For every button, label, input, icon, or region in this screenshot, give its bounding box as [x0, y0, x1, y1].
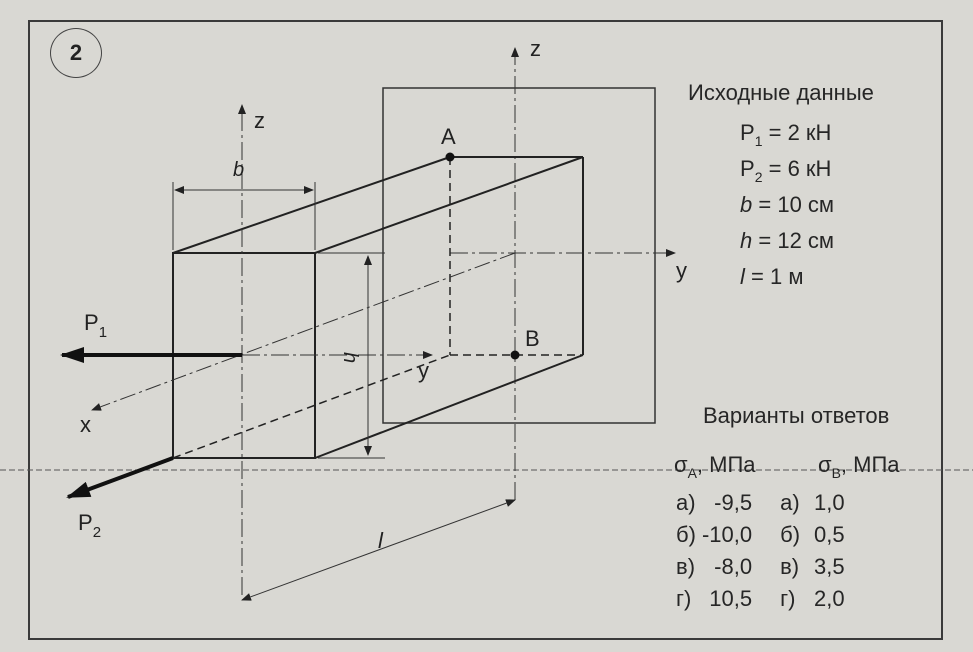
point-a: [446, 153, 455, 162]
point-b: [511, 351, 520, 360]
b-label: b: [233, 159, 245, 181]
answer-letter-a: б): [676, 522, 696, 547]
given-h: h = 12 см: [740, 228, 835, 253]
l-label: l: [378, 528, 383, 553]
h-label: h: [339, 352, 361, 364]
answer-row: [676, 490, 851, 522]
answer-letter-a: в): [676, 554, 696, 579]
a-label: A: [441, 124, 456, 149]
answer-value-b: 3,5: [814, 554, 845, 579]
answer-value-b: 2,0: [814, 586, 845, 611]
answer-value-b: 1,0: [814, 490, 845, 515]
answers-table: [676, 490, 851, 618]
y-label-back: y: [676, 258, 687, 283]
answer-letter-b: в): [780, 554, 800, 579]
answer-value-a: -9,5: [714, 490, 753, 515]
answer-letter-a: а): [676, 490, 696, 515]
p1-label: $P_1$: [84, 310, 108, 341]
p2-label: $P_2$: [78, 510, 102, 541]
answer-row: [676, 522, 851, 554]
answer-letter-b: г): [780, 586, 796, 611]
x-axis: [92, 253, 515, 410]
force-p2-arrow: [68, 458, 173, 497]
answers-header-b: $\sigma_B$, МПа: [818, 452, 900, 481]
answers-title: Варианты ответов: [703, 403, 890, 428]
answer-row: [676, 554, 851, 586]
answer-value-a: 10,5: [709, 586, 753, 611]
given-p1: $P_1 = 2$ кН: [740, 120, 832, 149]
given-b: b = 10 см: [740, 192, 835, 217]
z-label-back: z: [530, 36, 541, 61]
answer-letter-b: а): [780, 490, 800, 515]
z-label-front: z: [254, 108, 265, 133]
given-data-title: Исходные данные: [688, 80, 874, 105]
given-p2: $P_2 = 6$ кН: [740, 156, 832, 185]
answer-value-b: 0,5: [814, 522, 845, 547]
b-point-label: B: [525, 326, 540, 351]
y-label-front: y: [418, 358, 429, 383]
answer-letter-b: б): [780, 522, 801, 547]
answer-value-a: -8,0: [714, 554, 753, 579]
given-l: l = 1 м: [740, 264, 804, 289]
answers-header-a: $\sigma_A$, МПа: [674, 452, 756, 481]
answer-value-a: -10,0: [701, 522, 753, 547]
answer-row: [676, 586, 851, 618]
answer-letter-a: г): [676, 586, 692, 611]
problem-number: 2: [50, 28, 102, 78]
x-label: x: [80, 412, 91, 437]
